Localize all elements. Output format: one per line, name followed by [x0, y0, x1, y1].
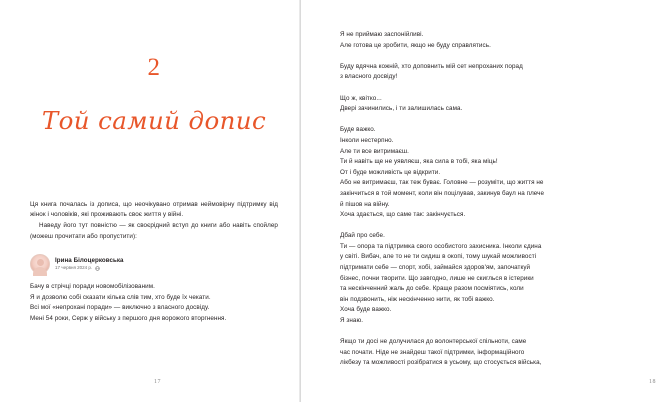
post-author-name: Ірина Білоцерковська: [55, 257, 124, 265]
text-line: Хоча буде важко.: [340, 306, 392, 314]
social-post: [30, 254, 278, 324]
text-line: з власного досвіду!: [340, 73, 398, 81]
text-line: час почати. Ніде не знайдеш такої підтримки, інформаційного: [340, 348, 525, 356]
text-line: Або не витримаєш, так теж буває. Головне — розуміти, що життя не: [340, 179, 544, 187]
intro-paragraph: Ця книга почалась із допиca, що неочікувано отримав неймовірну підтримку від жінок і чоловіків, які проживають своє життя у війні.: [30, 200, 278, 219]
chapter-title: Той самий допис: [41, 106, 267, 135]
avatar: [30, 254, 50, 274]
text-line: він подзвонить, ніж нескінченно нити, як тобі важко.: [340, 295, 495, 303]
text-line: бізнес, почни творити. Що завгодно, лише не скиглься в істерики: [340, 274, 534, 282]
text-line: Але готова це зробити, якщо не буду справлятись.: [340, 41, 491, 49]
text-line: Якщо ти досі не долучилася до волонтерської спільноти, саме: [340, 338, 527, 346]
text-line: Ти — опора та підтримка свого особистого захисника. Інколи єдина: [340, 242, 542, 250]
text-line: Буду вдячна кожній, хто доповнить мій сет непроханих порад: [340, 62, 523, 70]
paragraph-gap: [340, 221, 578, 232]
right-page: [300, 0, 656, 402]
text-line: Ти й навіть ще не уявляєш, яка сила в тобі, яка міць!: [340, 158, 498, 166]
paragraph-gap: [340, 51, 578, 62]
paragraph-gap: [340, 83, 578, 94]
intro-paragraph: Наведу його тут повністю — як своєрідний вступ до книги або навіть спойлер (можеш прочитати або пропустити):: [30, 221, 278, 240]
text-line: Я знаю.: [340, 317, 364, 325]
right-page-text: [340, 0, 578, 369]
post-line: Я и дозволю собі сказати кілька слів тим, хто буде їх чекати.: [30, 293, 211, 301]
post-header: [30, 254, 278, 274]
intro-paragraphs: [30, 200, 278, 242]
text-line: Хоча здається, що саме так: закінчується.: [340, 211, 466, 219]
text-line: Буде важко.: [340, 126, 376, 134]
left-page: [0, 0, 300, 402]
paragraph-gap: [340, 115, 578, 126]
text-line: й пішов на війну.: [340, 200, 390, 208]
text-line: закінчиться в той момент, коли він поцілував, закинув баул на плече: [340, 189, 545, 197]
text-line: Інколи нестерпно.: [340, 136, 394, 144]
text-line: підтримати себе — спорт, хобі, займайся здоров'ям, започаткуй: [340, 264, 531, 272]
text-line: Дбай про себе.: [340, 232, 385, 240]
chapter-number: 2: [147, 54, 161, 81]
post-line: Всі мої «непрохані поради» — виключно з власного досвіду.: [30, 304, 210, 312]
post-date: 17 червня 2024 р.: [55, 265, 93, 271]
post-line: Мені 54 роки, Серж у війську з першого дня ворожого вторгнення.: [30, 314, 227, 322]
text-line: у світі. Вибач, але то не ти сидиш в окопі, тому шукай можливості: [340, 253, 537, 261]
post-line: Бачу в стрічці поради новомобілізованим.: [30, 283, 155, 291]
page-number-left: 17: [154, 379, 161, 385]
globe-icon: [95, 266, 100, 271]
text-line: Я не приймаю заспонійливі.: [340, 31, 424, 38]
text-line: От і буде можливість це відкрити.: [340, 168, 441, 176]
page-number-right: 18: [649, 379, 656, 385]
post-date-row: [55, 265, 124, 271]
text-line: Що ж, квітко...: [340, 94, 382, 102]
text-line: лікбезу та можливості розібратися в усьому, що стосується війська,: [340, 359, 542, 367]
book-gutter: [299, 0, 301, 402]
paragraph-gap: [340, 327, 578, 338]
post-body: [30, 282, 278, 324]
text-line: Але ти все витримаєш.: [340, 147, 409, 155]
text-line: Двері зачинились, і ти залишилась сама.: [340, 105, 463, 113]
post-meta: [55, 257, 124, 271]
text-line: та нескінченний жаль до себе. Краще разом посмiятись, коли: [340, 285, 524, 293]
